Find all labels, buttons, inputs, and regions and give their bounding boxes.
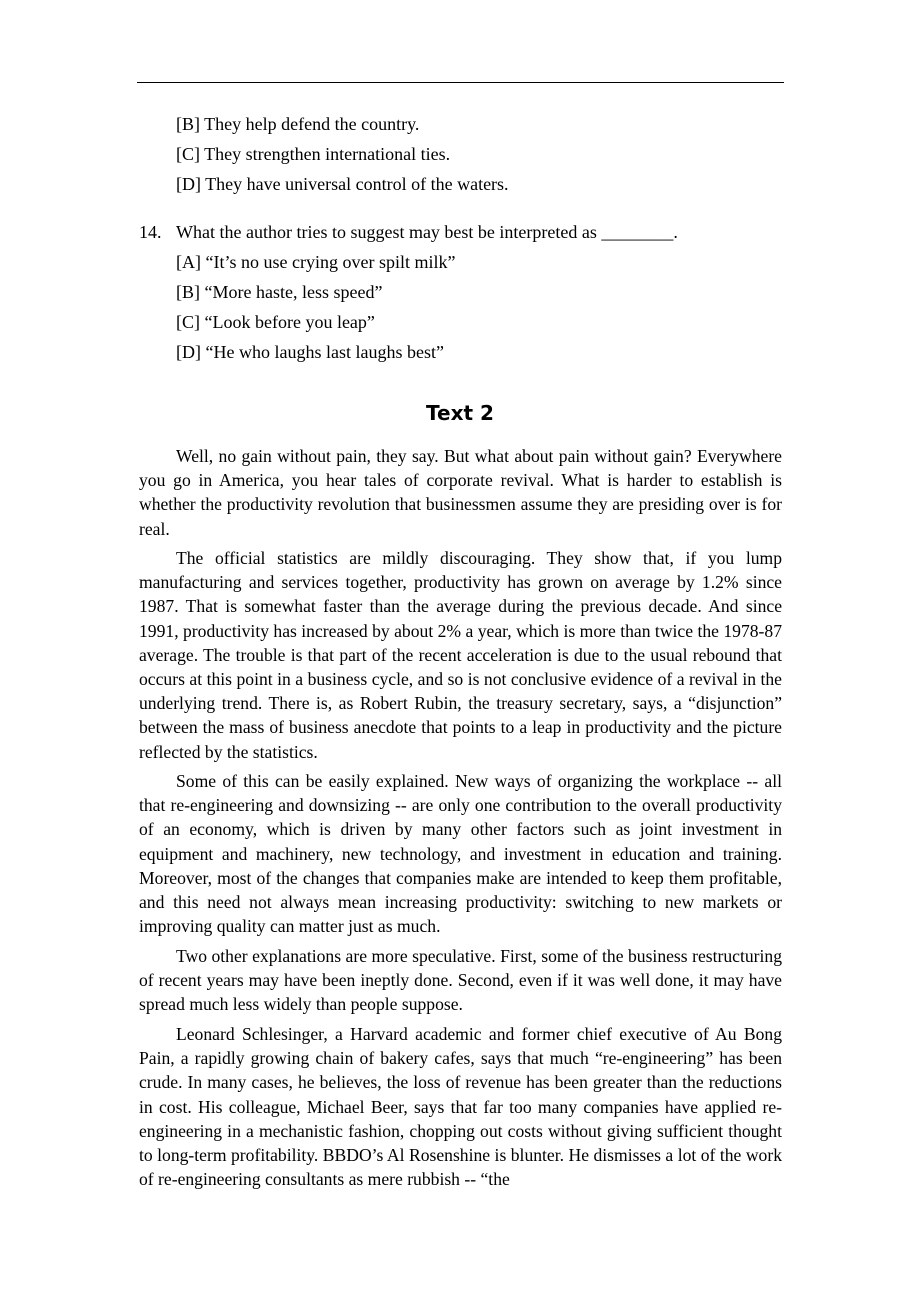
paragraph: The official statistics are mildly discouraging. They show that, if you lump manufacturing and services together, productivity has grown on average by 1.2% since 1987. That is somewhat faster than the average during the previous decade. And since 1991, productivity has increased by about 2% a year, which is more than twice the 1978-87 average. The trouble is that part of the recent acceleration is due to the usual rebound that occurs at this point in a business cycle, and so is not conclusive evidence of a revival in the underlying trend. There is, as Robert Rubin, the treasury secretary, says, a “disjunction” between the mass of business anecdote that points to a leap in productivity and the picture reflected by the statistics. [139, 548, 782, 762]
paragraph: Some of this can be easily explained. New ways of organizing the workplace -- all that re-engineering and downsizing -- are only one contribution to the overall productivity of an economy, which is driven by many other factors such as joint investment in equipment and machinery, new technology, and investment in education and training. Moreover, most of the changes that companies make are intended to keep them profitable, and this need not always mean increasing productivity: switching to new markets or improving quality can matter just as much. [139, 771, 782, 937]
question-number: 14. [139, 222, 162, 242]
option-a: [A] “It’s no use crying over spilt milk” [176, 252, 456, 272]
paragraph: Two other explanations are more speculative. First, some of the business restructuring of recent years may have been ineptly done. Second, even if it was well done, it may have spread much less widely than people suppose. [139, 946, 782, 1015]
option-c: [C] “Look before you leap” [176, 312, 375, 332]
paragraph: Leonard Schlesinger, a Harvard academic and former chief executive of Au Bong Pain, a rapidly growing chain of bakery cafes, says that much “re-engineering” has been crude. In many cases, he believes, the loss of revenue has been greater than the reductions in cost. His colleague, Michael Beer, says that far too many companies have applied re-engineering in a mechanistic fashion, chopping out costs without giving sufficient thought to long-term profitability. BBDO’s Al Rosenshine is blunter. He dismisses a lot of the work of re-engineering consultants as mere rubbish -- “the [139, 1024, 782, 1190]
section-title: Text 2 [426, 401, 494, 425]
option-d: [D] “He who laughs last laughs best” [176, 342, 444, 362]
option-b: [B] They help defend the country. [176, 114, 420, 134]
option-b: [B] “More haste, less speed” [176, 282, 383, 302]
question-stem: What the author tries to suggest may best be interpreted as ________. [176, 222, 678, 242]
option-c: [C] They strengthen international ties. [176, 144, 451, 164]
option-d: [D] They have universal control of the waters. [176, 174, 509, 194]
header-rule [137, 82, 784, 83]
paragraph: Well, no gain without pain, they say. But what about pain without gain? Everywhere you go in America, you hear tales of corporate revival. What is harder to establish is whether the productivity revolution that businessmen assume they are presiding over is for real. [139, 446, 782, 539]
